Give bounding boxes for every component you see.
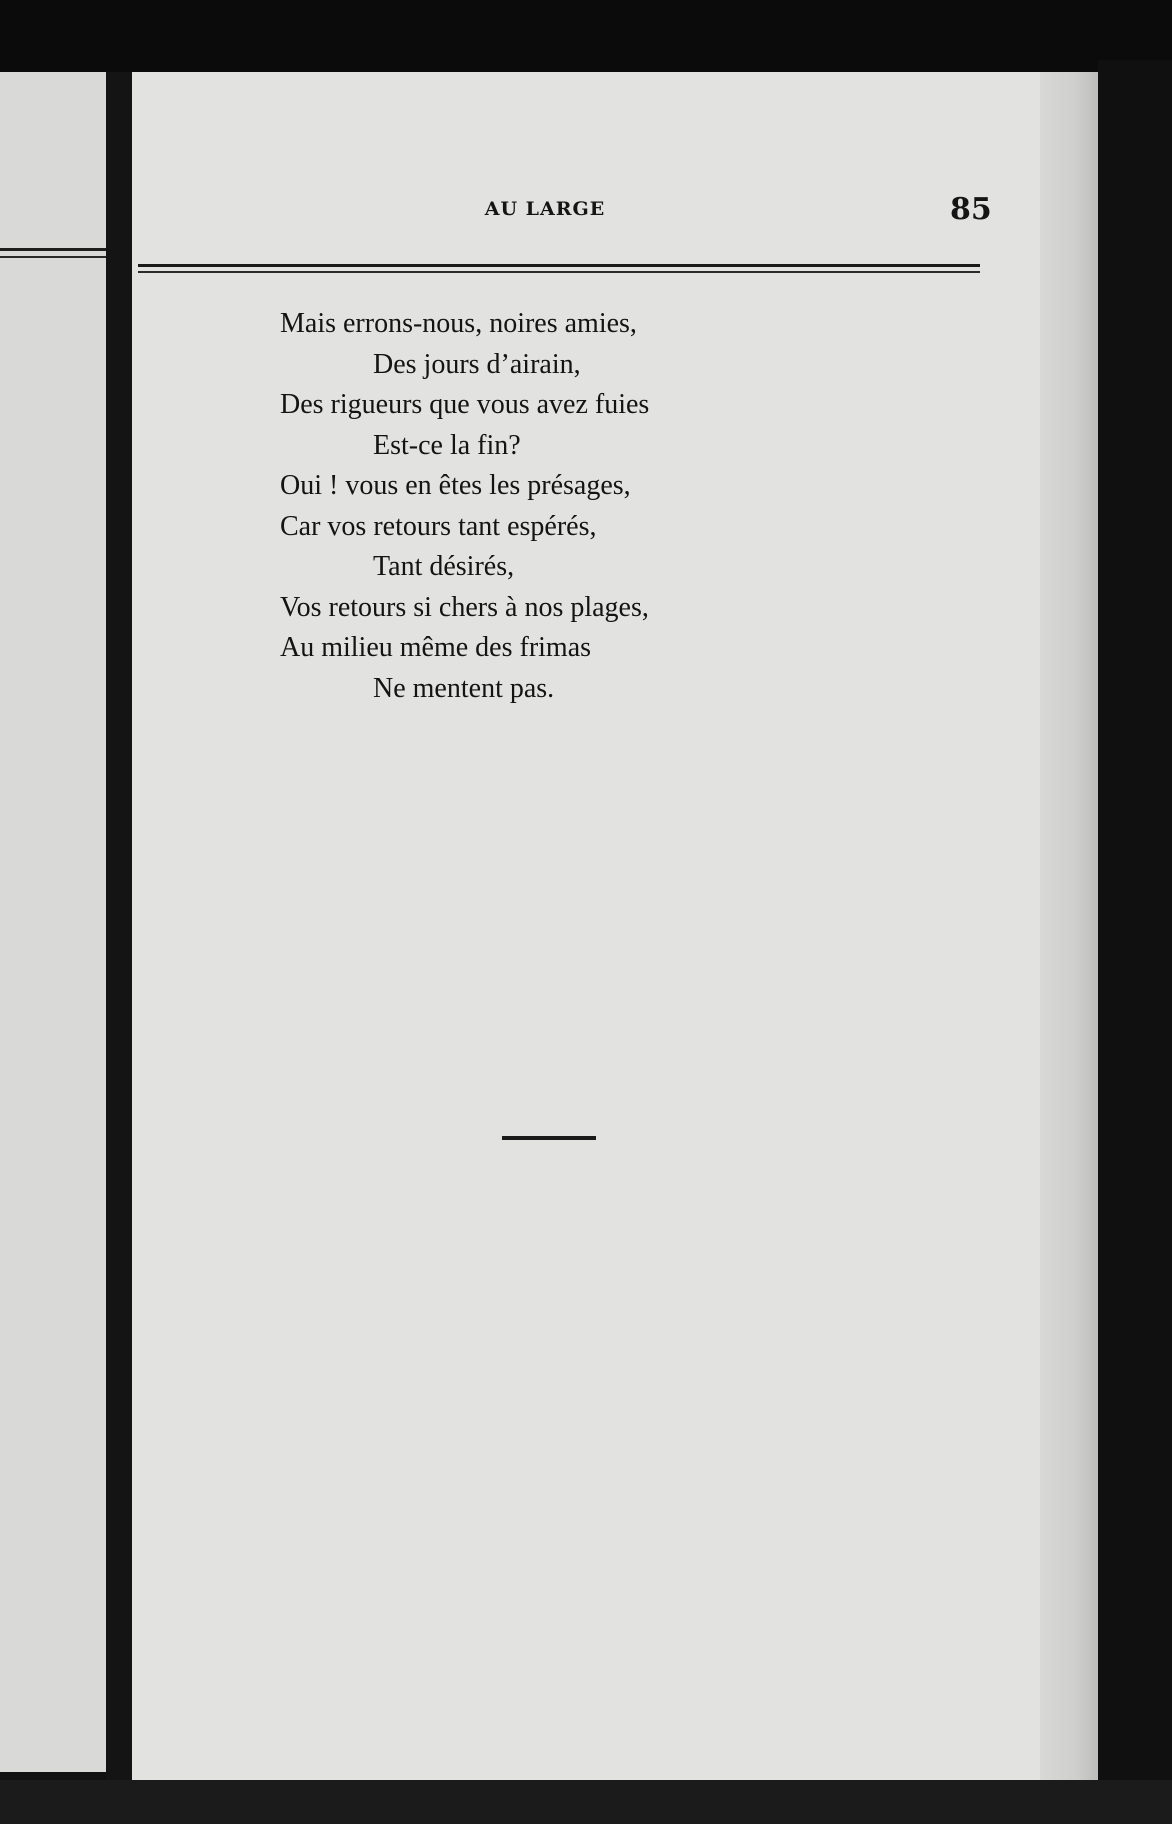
page-number: 85 xyxy=(950,192,992,227)
scan-right-margin xyxy=(1098,60,1172,1824)
poem-stanza xyxy=(280,304,980,709)
verse-line: Tant désirés, xyxy=(373,551,515,582)
header-rule xyxy=(138,264,980,267)
facing-page-rule xyxy=(0,248,120,251)
scan-top-margin xyxy=(0,0,1172,72)
end-of-poem-rule xyxy=(502,1136,596,1140)
facing-page xyxy=(0,72,108,1772)
facing-page-rule-secondary xyxy=(0,256,120,258)
verse-line: Des jours d’airain, xyxy=(373,348,581,380)
verse-line: Des rigueurs que vous avez fuies xyxy=(280,389,650,420)
verse-line: Vos retours si chers à nos plages, xyxy=(280,591,649,623)
page-edge-shadow xyxy=(1040,72,1098,1784)
scan-bottom-margin xyxy=(0,1780,1172,1824)
header-rule-secondary xyxy=(138,271,980,273)
verse-line: Car vos retours tant espérés, xyxy=(280,510,597,542)
verse-line: Ne mentent pas. xyxy=(373,672,555,704)
verse-line: Mais errons-nous, noires amies, xyxy=(280,308,637,339)
verse-line: Oui ! vous en êtes les présages, xyxy=(280,470,631,501)
verse-line: Est-ce la fin? xyxy=(373,429,521,461)
book-gutter xyxy=(106,72,132,1782)
verse-line: Au milieu même des frimas xyxy=(280,632,592,663)
running-head: AU LARGE xyxy=(484,198,606,220)
